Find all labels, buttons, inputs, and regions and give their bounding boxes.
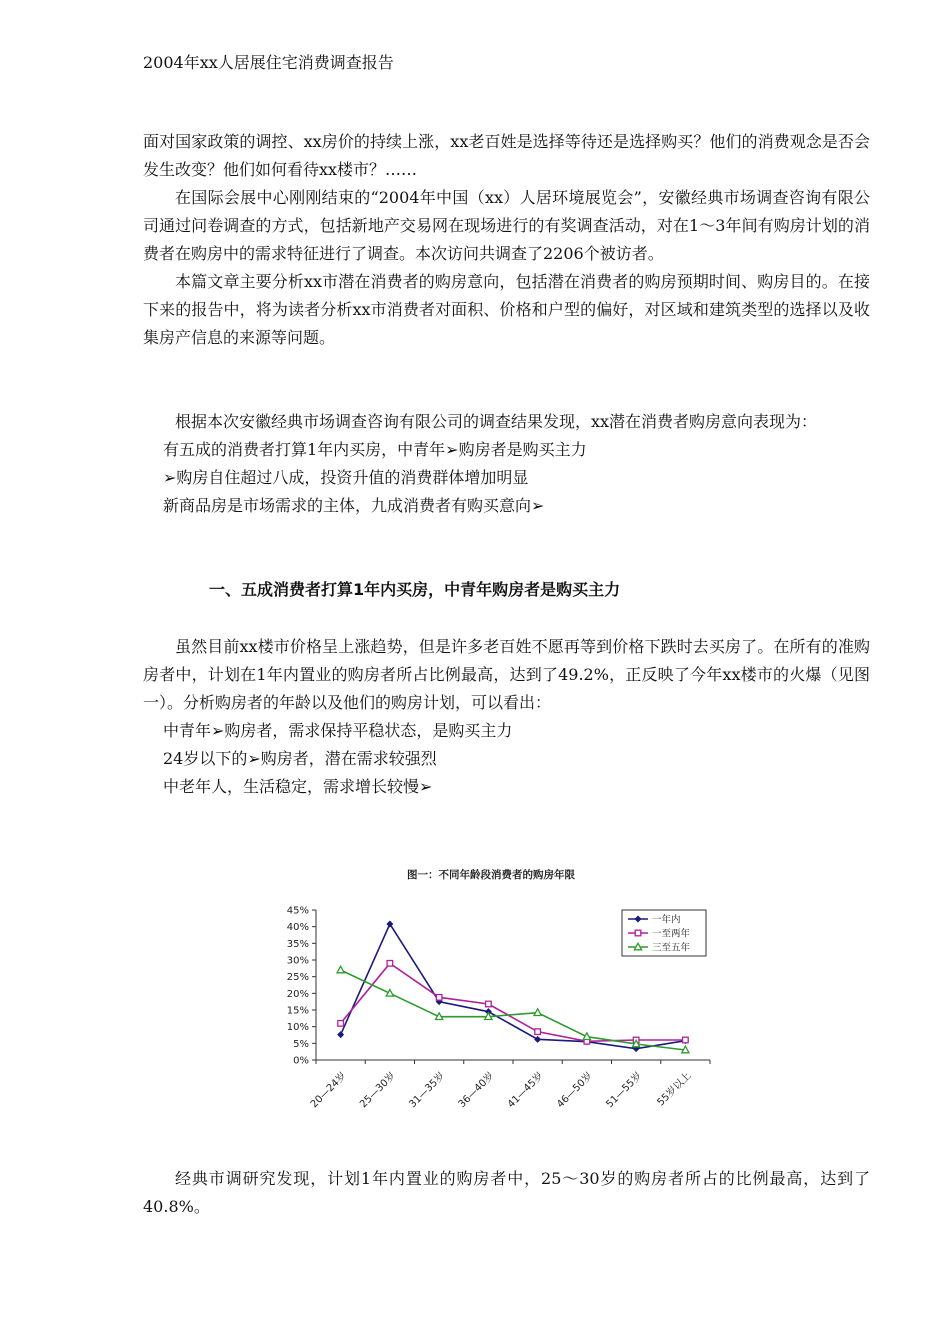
closing-block [143, 1165, 870, 1221]
bullet-item: 中老年人，生活稳定，需求增长较慢➢ [163, 777, 433, 796]
x-tick-label: 51—55岁 [604, 1070, 645, 1111]
y-tick-label: 25% [286, 972, 309, 984]
legend-label: 一至两年 [652, 928, 691, 940]
bullet-item: ➢购房自住超过八成，投资升值的消费群体增加明显 [163, 468, 529, 487]
paragraph-4: 根据本次安徽经典市场调查咨询有限公司的调查结果发现，xx潜在消费者购房意向表现为： [175, 412, 818, 431]
chart-svg [270, 852, 730, 1132]
y-tick-label: 20% [286, 988, 309, 1000]
y-tick-label: 30% [286, 955, 309, 967]
series-line [341, 963, 686, 1041]
y-tick-label: 5% [293, 1038, 309, 1050]
y-tick-label: 15% [286, 1005, 309, 1017]
series-triangle [337, 966, 689, 1053]
legend-label: 三至五年 [652, 942, 691, 954]
paragraph-6: 经典市调研究发现，计划1年内置业的购房者中，25～30岁的购房者所占的比例最高，达到了40.8%。 [143, 1169, 870, 1216]
y-tick-label: 10% [286, 1022, 309, 1034]
paragraph-5: 虽然目前xx楼市价格呈上涨趋势，但是许多老百姓不愿再等到价格下跌时去买房了。在所有的准购房者中，计划在1年内置业的购房者所占比例最高，达到了49.2%，正反映了今年xx楼市的火爆（见图一）。分析购房者的年龄以及他们的购房计划，可以看出： [143, 637, 870, 712]
findings-block [143, 408, 870, 520]
data-point [534, 1009, 541, 1016]
x-tick-label: 46—50岁 [555, 1070, 595, 1111]
intro-block [143, 128, 870, 352]
data-point [436, 995, 442, 1001]
y-tick-label: 45% [286, 905, 309, 917]
x-tick-label: 25—30岁 [358, 1070, 398, 1111]
age-purchase-line-chart [270, 852, 730, 1132]
series-square [338, 961, 688, 1045]
data-point [583, 1033, 590, 1040]
chart-legend [622, 910, 706, 956]
page-header: 2004年xx人居展住宅消费调查报告 [143, 53, 394, 72]
bullet-item: 新商品房是市场需求的主体，九成消费者有购买意向➢ [163, 496, 545, 515]
y-tick-label: 0% [293, 1055, 309, 1067]
y-tick-label: 35% [286, 938, 309, 950]
paragraph-1: 面对国家政策的调控、xx房价的持续上涨，xx老百姓是选择等待还是选择购买？他们的消费观念是否会发生改变？他们如何看待xx楼市？…… [143, 132, 870, 179]
x-tick-label: 20—24岁 [308, 1070, 349, 1111]
data-point [337, 1031, 344, 1038]
legend-label: 一年内 [652, 914, 681, 926]
y-tick-label: 40% [286, 922, 309, 934]
bullet-item: 24岁以下的➢购房者，潜在需求较强烈 [163, 749, 437, 768]
paragraph-3: 本篇文章主要分析xx市潜在消费者的购房意向，包括潜在消费者的购房预期时间、购房目的。在接下来的报告中，将为读者分析xx市消费者对面积、价格和户型的偏好，对区域和建筑类型的选择以及收集房产信息的来源等问题。 [143, 272, 870, 347]
x-tick-label: 31—35岁 [407, 1070, 448, 1111]
section-body [143, 633, 870, 801]
data-point [337, 966, 344, 973]
data-point [683, 1037, 689, 1043]
data-point [534, 1036, 541, 1043]
section-heading: 一、五成消费者打算1年内买房，中青年购房者是购买主力 [209, 580, 621, 599]
x-tick-label: 36—40岁 [456, 1070, 497, 1111]
data-point [436, 1013, 443, 1020]
bullet-item: 有五成的消费者打算1年内买房，中青年➢购房者是购买主力 [163, 440, 587, 459]
data-point [682, 1046, 689, 1053]
data-point [387, 961, 393, 967]
paragraph-2: 在国际会展中心刚刚结束的“2004年中国（xx）人居环境展览会”，安徽经典市场调查咨询有限公司通过问卷调查的方式，包括新地产交易网在现场进行的有奖调查活动，对在1～3年间有购房计划的消费者在购房中的需求特征进行了调查。本次访问共调查了2206个被访者。 [143, 188, 870, 263]
data-point [635, 930, 641, 936]
section-heading-block [143, 576, 870, 604]
chart-title: 图一：不同年龄段消费者的购房年限 [407, 869, 575, 881]
data-point [486, 1001, 492, 1007]
data-point [338, 1021, 344, 1027]
bullet-item: 中青年➢购房者，需求保持平稳状态，是购买主力 [163, 721, 513, 740]
x-tick-label: 41—45岁 [505, 1070, 546, 1111]
x-tick-label: 55岁以上 [655, 1070, 694, 1109]
data-point [386, 990, 393, 997]
data-point [535, 1029, 541, 1035]
